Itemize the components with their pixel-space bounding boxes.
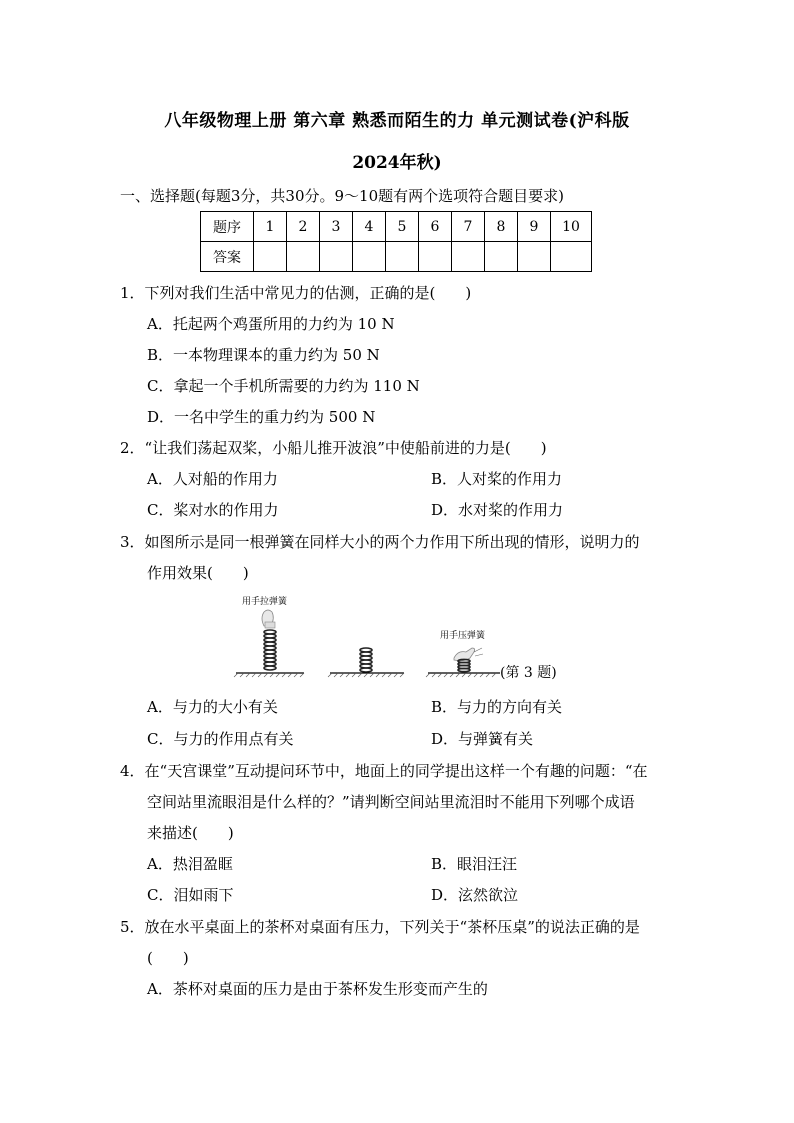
figure-caption: (第 3 题) <box>500 665 557 681</box>
q5-stem-line2: ( ) <box>147 949 189 967</box>
q3-stem-line1: 3．如图所示是同一根弹簧在同样大小的两个力作用下所出现的情形，说明力的 <box>120 533 640 551</box>
q5-option-a: A．茶杯对桌面的压力是由于茶杯发生形变而产生的 <box>147 980 488 998</box>
q2-option-d: D．水对桨的作用力 <box>431 501 564 519</box>
answer-cell[interactable] <box>254 242 287 272</box>
q3-option-d: D．与弹簧有关 <box>431 730 534 748</box>
q2-option-c: C．桨对水的作用力 <box>147 501 279 519</box>
q3-option-c: C．与力的作用点有关 <box>147 730 294 748</box>
table-number-cell: 8 <box>485 212 518 242</box>
q2-option-a: A．人对船的作用力 <box>147 470 278 488</box>
q1-option-c: C．拿起一个手机所需要的力约为 110 N <box>147 377 420 395</box>
q4-option-d: D．泫然欲泣 <box>431 886 519 904</box>
title-line-1: 八年级物理上册 第六章 熟悉而陌生的力 单元测试卷(沪科版 <box>164 111 630 131</box>
q1-option-b: B．一本物理课本的重力约为 50 N <box>147 346 380 364</box>
answer-cell[interactable] <box>551 242 592 272</box>
table-number-cell: 3 <box>320 212 353 242</box>
table-header-cell: 题序 <box>201 212 254 242</box>
answer-cell[interactable] <box>287 242 320 272</box>
q5-stem-line1: 5．放在水平桌面上的茶杯对桌面有压力，下列关于“茶杯压桌”的说法正确的是 <box>120 918 640 936</box>
q4-option-c: C．泪如雨下 <box>147 886 234 904</box>
q4-stem-line3: 来描述( ) <box>147 824 234 842</box>
q1-option-a: A．托起两个鸡蛋所用的力约为 10 N <box>147 315 395 333</box>
table-number-cell: 4 <box>353 212 386 242</box>
pressed-spring-illustration <box>426 648 500 677</box>
q4-stem-line2: 空间站里流眼泪是什么样的？”请判断空间站里流泪时不能用下列哪个成语 <box>147 793 635 811</box>
answer-table-row-numbers <box>201 212 592 242</box>
section-heading: 一、选择题(每题3分，共30分。9～10题有两个选项符合题目要求) <box>120 187 564 205</box>
pulled-spring-illustration <box>234 610 304 677</box>
q3-option-b: B．与力的方向有关 <box>431 698 563 716</box>
table-number-cell: 5 <box>386 212 419 242</box>
answer-cell[interactable] <box>419 242 452 272</box>
q4-stem-line1: 4．在“天宫课堂”互动提问环节中，地面上的同学提出这样一个有趣的问题：“在 <box>120 762 648 780</box>
q4-option-b: B．眼泪汪汪 <box>431 855 518 873</box>
answer-cell[interactable] <box>518 242 551 272</box>
table-number-cell: 9 <box>518 212 551 242</box>
fig-label-pull: 用手拉弹簧 <box>242 597 288 607</box>
table-number-cell: 7 <box>452 212 485 242</box>
fig-label-press: 用手压弹簧 <box>440 631 486 641</box>
q1-option-d: D．一名中学生的重力约为 500 N <box>147 408 376 426</box>
answer-cell[interactable] <box>452 242 485 272</box>
resting-spring-illustration <box>328 648 404 677</box>
table-number-cell: 6 <box>419 212 452 242</box>
table-number-cell: 2 <box>287 212 320 242</box>
q2-stem: 2．“让我们荡起双桨，小船儿推开波浪”中使船前进的力是( ) <box>120 439 547 457</box>
answer-cell[interactable] <box>485 242 518 272</box>
table-number-cell: 1 <box>254 212 287 242</box>
answer-table <box>200 211 592 272</box>
q3-option-a: A．与力的大小有关 <box>147 698 278 716</box>
answer-cell[interactable] <box>353 242 386 272</box>
q3-stem-line2: 作用效果( ) <box>147 564 249 582</box>
answer-cell[interactable] <box>386 242 419 272</box>
q2-option-b: B．人对桨的作用力 <box>431 470 563 488</box>
table-number-cell: 10 <box>551 212 592 242</box>
answer-table-row-answers <box>201 242 592 272</box>
q1-stem: 1．下列对我们生活中常见力的估测，正确的是( ) <box>120 284 472 302</box>
answer-cell[interactable] <box>320 242 353 272</box>
title-line-2: 2024年秋) <box>352 153 442 173</box>
spring-figure <box>232 592 502 682</box>
table-header-cell: 答案 <box>201 242 254 272</box>
q4-option-a: A．热泪盈眶 <box>147 855 233 873</box>
